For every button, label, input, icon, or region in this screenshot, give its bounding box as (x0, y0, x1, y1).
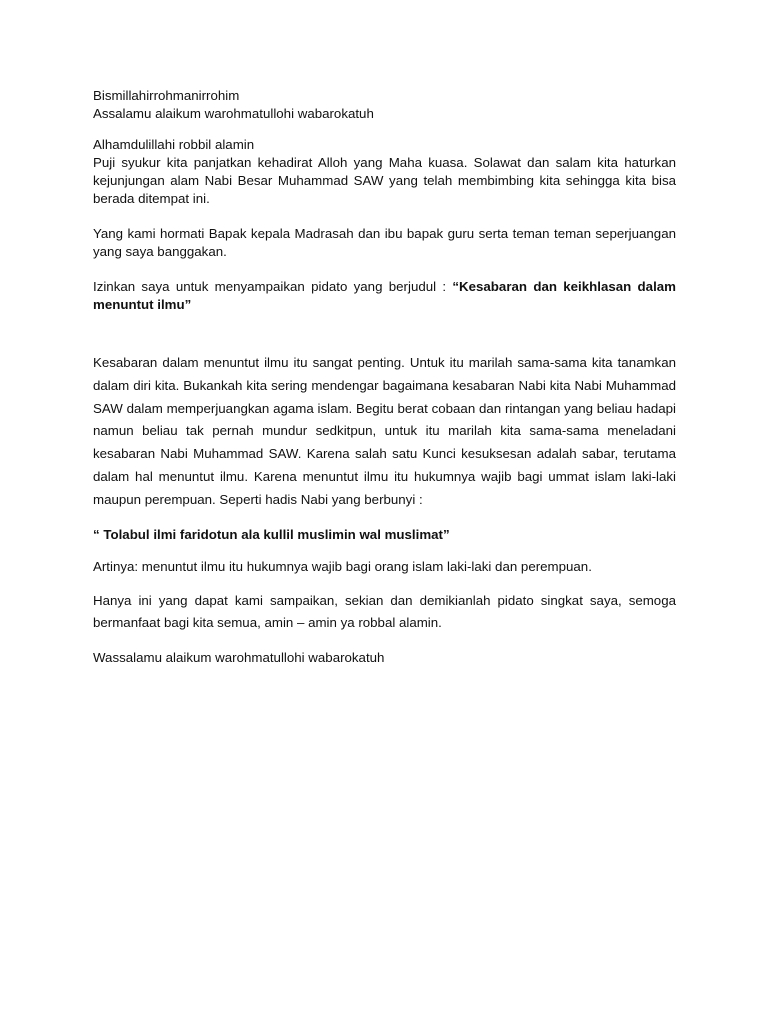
intro-text: Izinkan saya untuk menyampaikan pidato yang berjudul : (93, 279, 453, 294)
hamdalah-line: Alhamdulillahi robbil alamin (93, 137, 255, 152)
greeting-block (93, 225, 676, 261)
hamdalah-block (93, 136, 676, 208)
meaning-block (93, 558, 676, 576)
salam-line: Assalamu alaikum warohmatullohi wabarokatuh (93, 106, 374, 121)
speech-text (93, 87, 676, 667)
closing-block (93, 590, 676, 636)
speech-title: “Kesabaran dan keikhlasan dalam menuntut ilmu” (93, 279, 676, 312)
farewell-block (93, 649, 676, 667)
greeting-paragraph: Yang kami hormati Bapak kepala Madrasah dan ibu bapak guru serta teman teman seperjuangan yang saya banggakan. (93, 226, 676, 259)
gratitude-paragraph: Puji syukur kita panjatkan kehadirat Alloh yang Maha kuasa. Solawat dan salam kita haturkan kejunjungan alam Nabi Besar Muhammad SAW yang telah membimbing kita sehingga kita bisa berada ditempat ini. (93, 155, 676, 206)
intro-block (93, 278, 676, 314)
opening-block (93, 87, 676, 123)
hadith-block (93, 526, 676, 544)
hadith-quote: “ Tolabul ilmi faridotun ala kullil muslimin wal muslimat” (93, 526, 450, 542)
meaning-paragraph: Artinya: menuntut ilmu itu hukumnya wajib bagi orang islam laki-laki dan perempuan. (93, 558, 592, 574)
intro-paragraph (93, 278, 676, 314)
closing-paragraph: Hanya ini yang dapat kami sampaikan, sekian dan demikianlah pidato singkat saya, semoga bermanfaat bagi kita semua, amin – amin ya robbal alamin. (93, 592, 676, 631)
body-block (93, 352, 676, 512)
body-paragraph: Kesabaran dalam menuntut ilmu itu sangat penting. Untuk itu marilah sama-sama kita tanamkan dalam diri kita. Bukankah kita sering mendengar bagaimana kesabaran Nabi kita Nabi Muhammad SAW dalam memperjuangkan agama islam. Begitu berat cobaan dan rintangan yang beliau hadapi namun beliau tak pernah mundur sedkitpun, untuk itu marilah kita sama-sama meneladani kesabaran Nabi Muhammad SAW. Karena salah satu Kunci kesuksesan adalah sabar, terutama dalam hal menuntut ilmu. Karena menuntut ilmu itu hukumnya wajib bagi ummat islam laki-laki maupun perempuan. Seperti hadis Nabi yang berbunyi : (93, 355, 676, 507)
farewell-line: Wassalamu alaikum warohmatullohi wabarokatuh (93, 650, 385, 666)
basmalah-line: Bismillahirrohmanirrohim (93, 88, 240, 103)
